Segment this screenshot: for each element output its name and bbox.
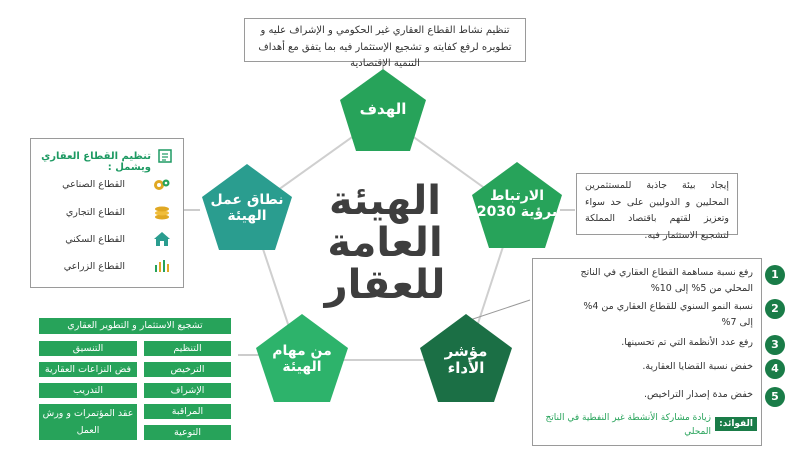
indicator-number-4: 4 xyxy=(765,359,785,379)
tasks-header: تشجيع الاستثمار و التطوير العقاري xyxy=(39,318,231,334)
task-left-2: التدريب xyxy=(39,383,137,398)
tasks-line2: الهيئة xyxy=(282,359,322,376)
pentagon-goal-label: الهدف xyxy=(359,100,407,118)
task-right-4: التوعية xyxy=(144,425,231,440)
indicator-1 xyxy=(573,265,779,296)
house-icon xyxy=(153,231,171,247)
indicator-4 xyxy=(573,359,779,375)
vision-line1: الارتباط xyxy=(489,188,545,204)
indicator-number-5: 5 xyxy=(765,387,785,407)
kpi-line2: الأداء xyxy=(447,359,485,378)
indicator-text-4: خفض نسبة القضايا العقارية. xyxy=(642,361,753,372)
scope-line1: نطاق عمل xyxy=(210,192,284,208)
goal-text: تنظيم نشاط القطاع العقاري غير الحكومي و الإشراف عليه و تطويره لرفع كفايته و تشجيع الإستثمار فيه بما يتفق مع أهداف التنمية الاقتصادية xyxy=(258,25,512,69)
vision-text: إيجاد بيئة جاذبة للمستثمرين المحليين و الدوليين على حد سواء وتعزيز لقتهم باقتصاد المملكة لتشجيع الاستثمار فيه. xyxy=(585,180,729,241)
benefits-label: الفوائد: xyxy=(715,417,757,431)
plant-icon xyxy=(153,257,171,273)
pentagon-vision-label xyxy=(470,188,564,220)
scope-item-industrial: القطاع الصناعي xyxy=(62,179,125,190)
task-left-0: التنسيق xyxy=(39,341,137,356)
vision-text-box xyxy=(576,173,738,241)
pentagon-kpi-label xyxy=(418,343,514,378)
center-title-line3: للعقار xyxy=(324,262,446,308)
kpi-line1: مؤشر xyxy=(444,342,488,360)
task-right-3: المراقبة xyxy=(144,404,231,419)
scope-line2: الهيئة xyxy=(227,208,267,225)
scope-item-agricultural: القطاع الزراعي xyxy=(63,261,125,272)
center-title xyxy=(315,180,455,306)
indicators-box xyxy=(532,258,779,446)
tasks-line1: من مهام xyxy=(272,343,332,359)
coins-icon xyxy=(153,205,171,221)
indicator-number-3: 3 xyxy=(765,335,785,355)
indicator-5 xyxy=(573,387,779,403)
indicator-text-1: رفع نسبة مساهمة القطاع العقاري في الناتج المحلي من 5% إلى 10% xyxy=(580,267,753,294)
building-document-icon xyxy=(157,148,173,164)
benefits-text: زيادة مشاركة الأنشطة غير النفطية في الناتج المحلي xyxy=(545,413,711,437)
indicator-2 xyxy=(573,299,779,330)
vision-line2: برؤية 2030 xyxy=(476,204,558,221)
task-right-0: التنظيم xyxy=(144,341,231,356)
task-left-1: فض النزاعات العقارية xyxy=(39,362,137,377)
indicator-text-2: نسبة النمو السنوي للقطاع العقاري من 4% إلى 7% xyxy=(583,301,753,328)
task-right-1: الترخيص xyxy=(144,362,231,377)
scope-item-commercial: القطاع التجاري xyxy=(65,207,125,218)
indicator-3 xyxy=(573,335,779,351)
pentagon-scope-label xyxy=(200,192,294,224)
indicator-text-3: رفع عدد الأنظمة التي تم تحسينها. xyxy=(621,337,753,348)
indicator-text-5: خفض مدة إصدار التراخيص. xyxy=(643,389,753,400)
gears-icon xyxy=(153,177,171,193)
indicator-number-2: 2 xyxy=(765,299,785,319)
scope-title: تنظيم القطاع العقاري ويشمل : xyxy=(41,151,151,173)
goal-text-box xyxy=(244,18,526,69)
scope-item-residential: القطاع السكني xyxy=(65,234,125,245)
indicator-number-1: 1 xyxy=(765,265,785,285)
center-title-line2: العامة xyxy=(327,220,443,266)
scope-box xyxy=(30,138,184,288)
pentagon-tasks-label xyxy=(254,343,350,375)
task-left-3: عقد المؤتمرات و ورش العمل xyxy=(39,404,137,440)
center-title-line1: الهيئة xyxy=(328,178,442,224)
task-right-2: الإشراف xyxy=(144,383,231,398)
